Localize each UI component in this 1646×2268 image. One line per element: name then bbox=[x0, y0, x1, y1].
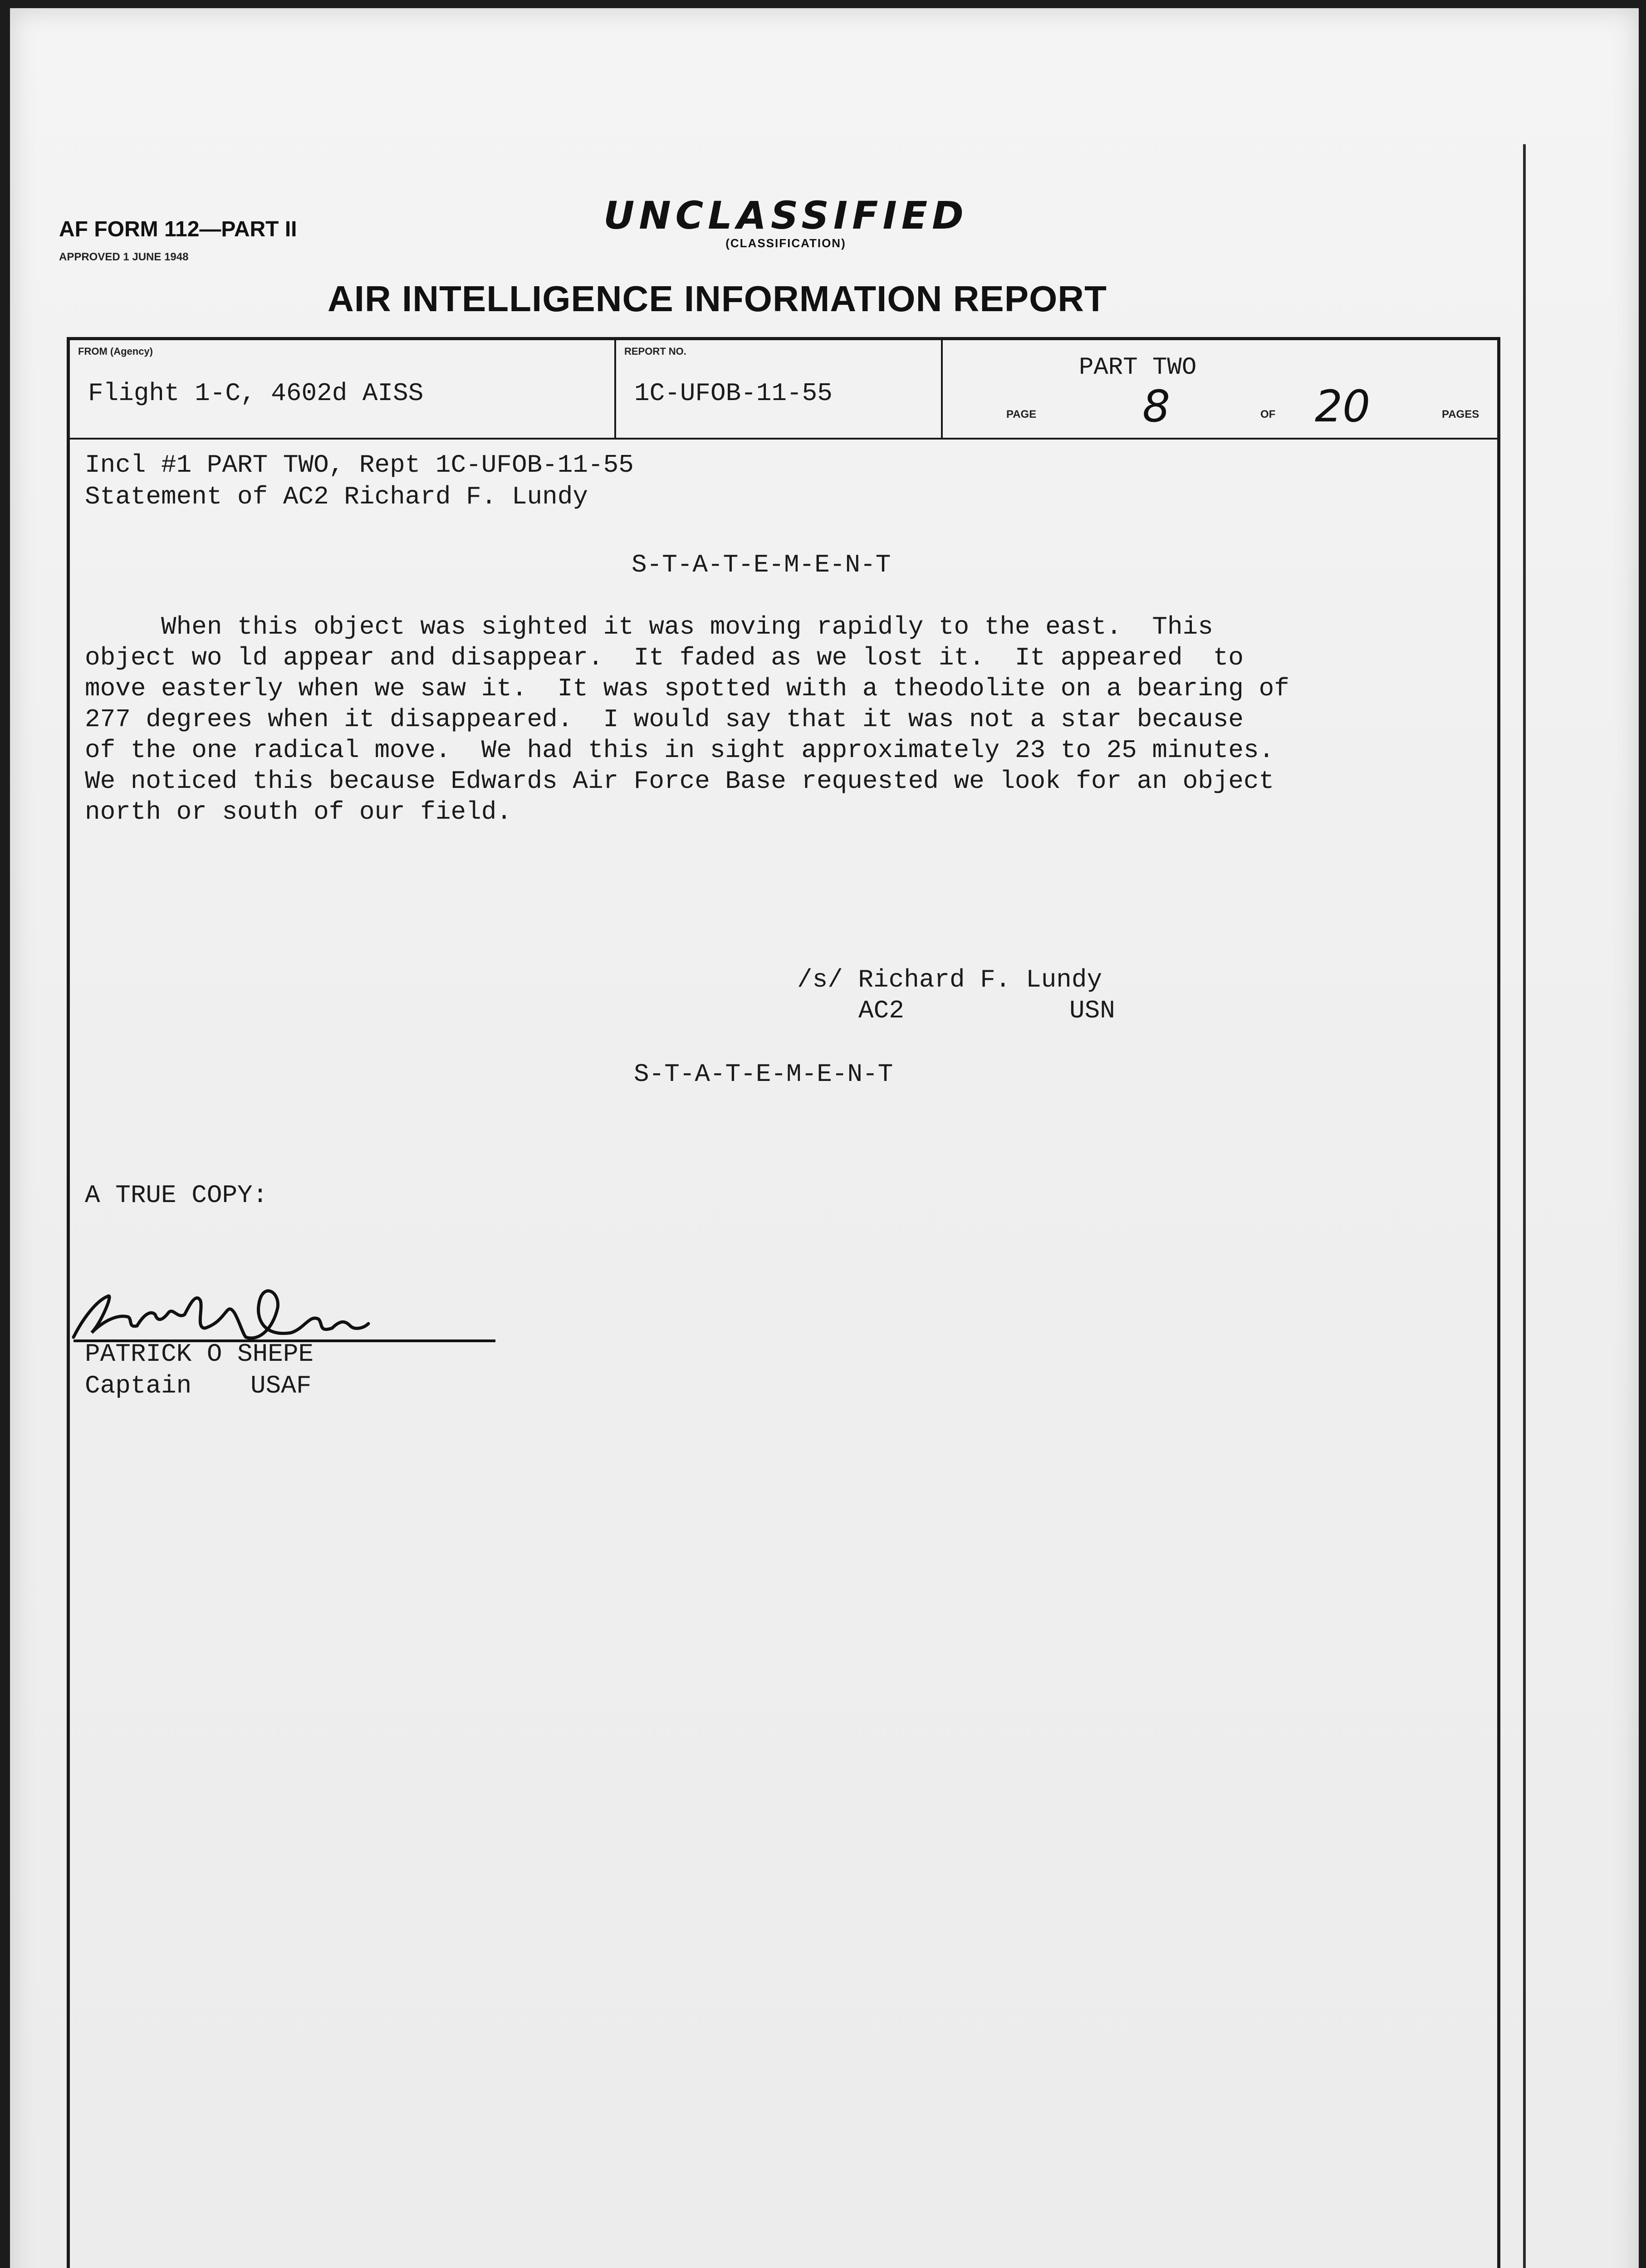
signer-service: USN bbox=[1069, 996, 1115, 1025]
signed-by: /s/ Richard F. Lundy bbox=[797, 965, 1102, 994]
classification-top-word: UNCLASSIFIED bbox=[603, 193, 968, 238]
closing-heading: S-T-A-T-E-M-E-N-T bbox=[634, 1060, 893, 1089]
paragraph-line: When this object was sighted it was moving rapidly to the east. This bbox=[85, 612, 1213, 641]
signer-rank: AC2 bbox=[858, 996, 904, 1025]
paragraph-line: object wo ld appear and disappear. It faded as we lost it. It appeared to bbox=[85, 643, 1244, 672]
from-cell bbox=[70, 340, 614, 438]
pages-label: PAGES bbox=[1442, 408, 1479, 420]
paragraph-line: of the one radical move. We had this in sight approximately 23 to 25 minutes. bbox=[85, 736, 1274, 765]
form-approved-date: APPROVED 1 JUNE 1948 bbox=[59, 251, 189, 263]
statement-heading: S-T-A-T-E-M-E-N-T bbox=[632, 550, 891, 579]
statement-paragraph bbox=[85, 611, 1423, 827]
page-cell bbox=[941, 340, 1501, 438]
paper-edge bbox=[1523, 144, 1526, 2268]
page-total: 20 bbox=[1315, 381, 1371, 432]
statement-of-line: Statement of AC2 Richard F. Lundy bbox=[85, 482, 588, 511]
classification-top-caption: (CLASSIFICATION) bbox=[725, 236, 846, 250]
report-title: AIR INTELLIGENCE INFORMATION REPORT bbox=[328, 279, 1107, 319]
report-header-row bbox=[70, 340, 1497, 440]
report-no-cell bbox=[614, 340, 943, 438]
paragraph-line: move easterly when we saw it. It was spotted with a theodolite on a bearing of bbox=[85, 674, 1289, 703]
report-no-value: 1C-UFOB-11-55 bbox=[634, 379, 833, 408]
page-number: 8 bbox=[1142, 381, 1171, 432]
classification-top bbox=[582, 193, 990, 250]
certifier-rank: Captain bbox=[85, 1371, 192, 1400]
report-no-label: REPORT NO. bbox=[624, 346, 686, 357]
part-label: PART TWO bbox=[1079, 354, 1197, 381]
inclosure-line: Incl #1 PART TWO, Rept 1C-UFOB-11-55 bbox=[85, 450, 634, 479]
form-id: AF FORM 112—PART II bbox=[59, 217, 297, 241]
document-page bbox=[10, 8, 1639, 2268]
true-copy-label: A TRUE COPY: bbox=[85, 1181, 268, 1210]
paragraph-line: We noticed this because Edwards Air Force Base requested we look for an object bbox=[85, 767, 1274, 796]
paragraph-line: 277 degrees when it disappeared. I would say that it was not a star because bbox=[85, 705, 1244, 734]
certifier-service: USAF bbox=[250, 1371, 312, 1400]
from-value: Flight 1-C, 4602d AISS bbox=[88, 379, 424, 408]
page-label: PAGE bbox=[1006, 408, 1037, 420]
of-label: OF bbox=[1260, 408, 1276, 420]
certifier-name: PATRICK O SHEPE bbox=[85, 1339, 314, 1369]
from-label: FROM (Agency) bbox=[78, 346, 153, 357]
paragraph-line: north or south of our field. bbox=[85, 797, 512, 826]
